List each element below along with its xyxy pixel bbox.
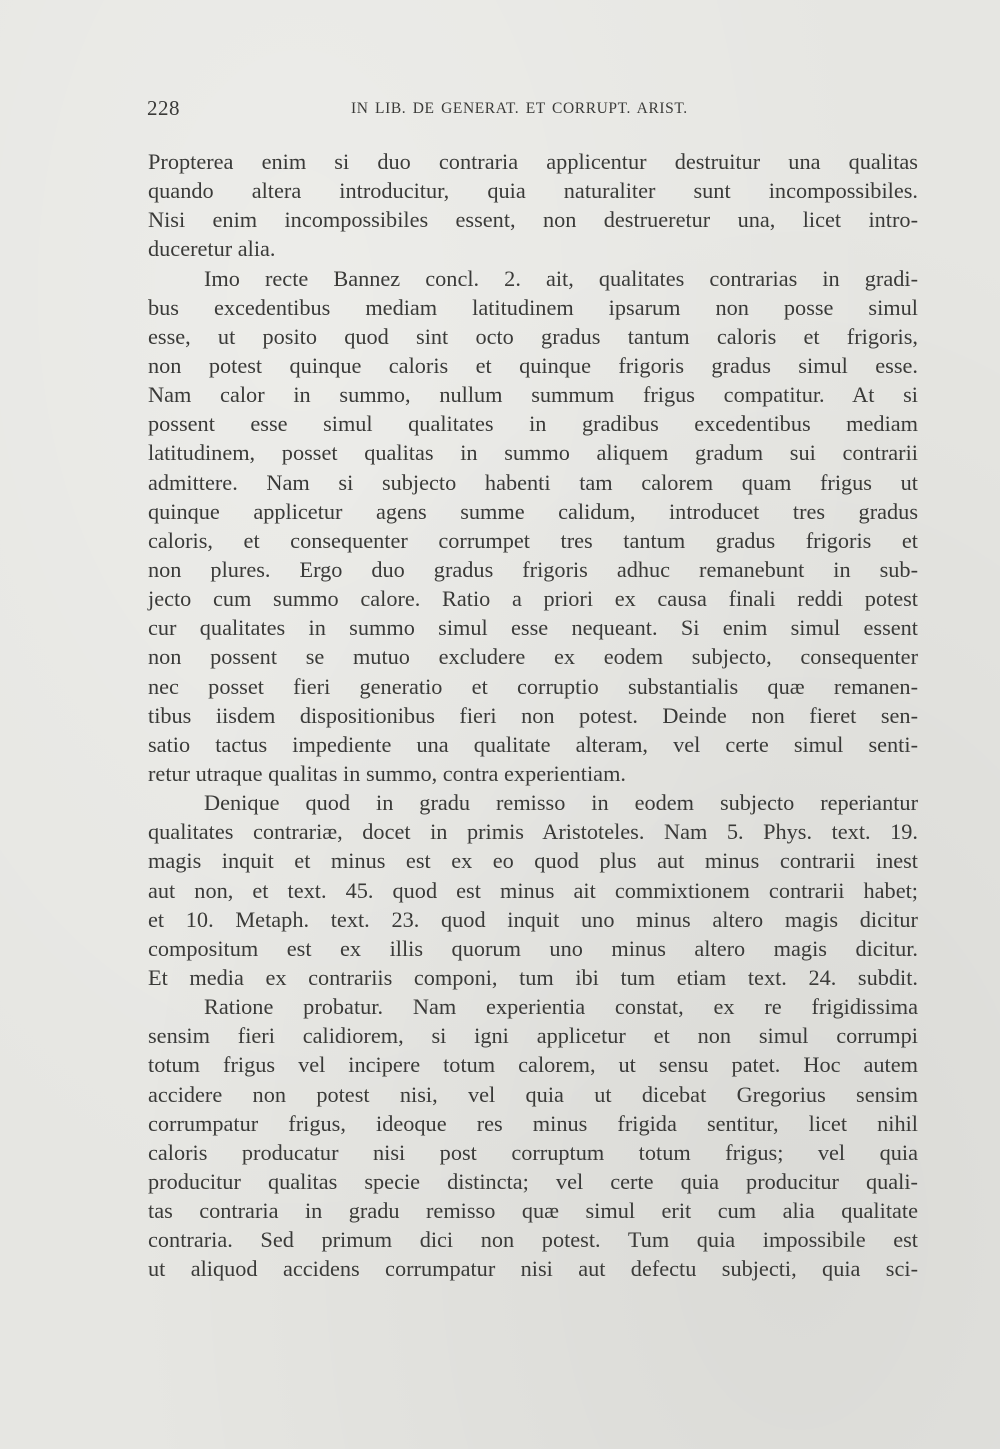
text-line: caloris, et consequenter corrumpet tres tantum gradus frigoris et — [148, 527, 918, 553]
page-number: 228 — [147, 96, 180, 120]
text-line: quando altera introducitur, quia naturaliter sunt incompossibiles. — [148, 178, 918, 204]
text-line: non potest quinque caloris et quinque frigoris gradus simul esse. — [148, 352, 918, 378]
text-line: Denique quod in gradu remisso in eodem subjecto reperiantur — [204, 790, 918, 816]
text-line: caloris producatur nisi post corruptum totum frigus; vel quia — [148, 1139, 918, 1165]
text-line: qualitates contrariæ, docet in primis Aristoteles. Nam 5. Phys. text. 19. — [148, 819, 918, 845]
text-line: tas contraria in gradu remisso quæ simul erit cum alia qualitate — [148, 1198, 918, 1224]
text-line: esse, ut posito quod sint octo gradus tantum caloris et frigoris, — [148, 323, 918, 349]
text-line: totum frigus vel incipere totum calorem, ut sensu patet. Hoc autem — [148, 1052, 918, 1078]
text-line: aut non, et text. 45. quod est minus ait commixtionem contrarii habet; — [148, 877, 918, 903]
page-header — [147, 96, 917, 126]
text-line: duceretur alia. — [148, 236, 276, 262]
text-line: corrumpatur frigus, ideoque res minus frigida sentitur, licet nihil — [148, 1110, 918, 1136]
text-line: sensim fieri calidiorem, si igni applicetur et non simul corrumpi — [148, 1023, 918, 1049]
text-line: latitudinem, posset qualitas in summo aliquem gradum sui contrarii — [148, 440, 918, 466]
text-line: magis inquit et minus est ex eo quod plus aut minus contrarii inest — [148, 848, 918, 874]
text-line: quinque applicetur agens summe calidum, introducet tres gradus — [148, 498, 918, 524]
text-line: Ratione probatur. Nam experientia constat, ex re frigidissima — [204, 994, 918, 1020]
text-line: nec posset fieri generatio et corruptio substantialis quæ remanen- — [148, 673, 918, 699]
text-line: non possent se mutuo excludere ex eodem subjecto, consequenter — [148, 644, 918, 670]
text-line: contraria. Sed primum dici non potest. Tum quia impossibile est — [148, 1227, 918, 1253]
text-line: cur qualitates in summo simul esse nequeant. Si enim simul essent — [148, 615, 918, 641]
text-line: non plures. Ergo duo gradus frigoris adhuc remanebunt in sub- — [148, 556, 918, 582]
text-line: satio tactus impediente una qualitate alteram, vel certe simul senti- — [148, 731, 918, 757]
text-line: retur utraque qualitas in summo, contra experientiam. — [148, 760, 626, 786]
text-line: Nam calor in summo, nullum summum frigus compatitur. At si — [148, 382, 918, 408]
text-line: Nisi enim incompossibiles essent, non destrueretur una, licet intro- — [148, 207, 918, 233]
body-text — [148, 147, 918, 1283]
running-head: IN LIB. DE GENERAT. ET CORRUPT. ARIST. — [351, 100, 688, 117]
text-line: compositum est ex illis quorum uno minus altero magis dicitur. — [148, 935, 918, 961]
text-line: jecto cum summo calore. Ratio a priori ex causa finali reddi potest — [148, 586, 918, 612]
text-line: possent esse simul qualitates in gradibus excedentibus mediam — [148, 411, 918, 437]
text-line: Propterea enim si duo contraria applicentur destruitur una qualitas — [148, 149, 918, 174]
text-line: accidere non potest nisi, vel quia ut dicebat Gregorius sensim — [148, 1081, 918, 1107]
text-line: Et media ex contrariis componi, tum ibi tum etiam text. 24. subdit. — [148, 964, 918, 990]
text-line: et 10. Metaph. text. 23. quod inquit uno minus altero magis dicitur — [148, 906, 918, 932]
text-line: tibus iisdem dispositionibus fieri non potest. Deinde non fieret sen- — [148, 702, 918, 728]
text-line: Imo recte Bannez concl. 2. ait, qualitates contrarias in gradi- — [204, 265, 918, 291]
text-line: producitur qualitas specie distincta; vel certe quia producitur quali- — [148, 1168, 918, 1194]
text-line: admittere. Nam si subjecto habenti tam calorem quam frigus ut — [148, 469, 918, 495]
text-line: bus excedentibus mediam latitudinem ipsarum non posse simul — [148, 294, 918, 320]
text-line: ut aliquod accidens corrumpatur nisi aut defectu subjecti, quia sci- — [148, 1256, 918, 1282]
